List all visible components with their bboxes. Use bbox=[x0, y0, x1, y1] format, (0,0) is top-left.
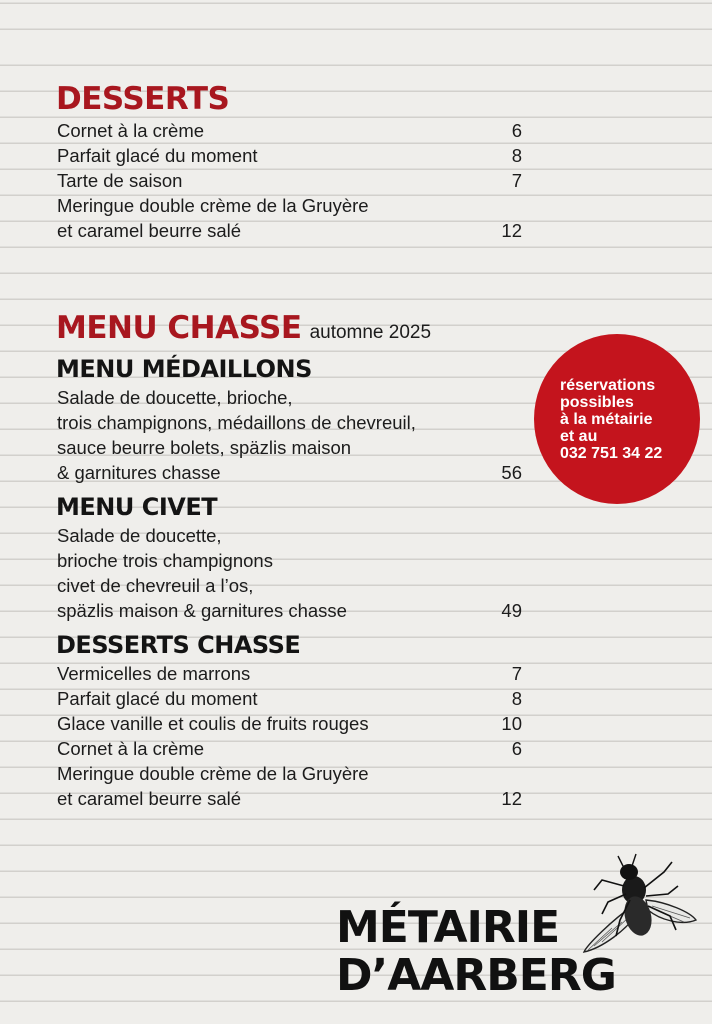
badge-line: et au bbox=[560, 427, 598, 445]
desserts-chasse-list bbox=[57, 661, 527, 811]
price: 6 bbox=[511, 738, 522, 759]
price: 8 bbox=[511, 688, 522, 709]
list-item: späzlis maison & garnitures chasse 49 bbox=[57, 600, 522, 621]
list-item: brioche trois champignons bbox=[57, 550, 273, 571]
price: 12 bbox=[501, 220, 522, 241]
civet-list bbox=[57, 523, 527, 623]
list-item: Cornet à la crème 6 bbox=[57, 738, 522, 759]
logo-line-2: D’AARBERG bbox=[336, 950, 616, 1001]
price: 10 bbox=[501, 713, 522, 734]
price: 56 bbox=[501, 462, 522, 483]
list-item: et caramel beurre salé 12 bbox=[57, 788, 522, 809]
badge-line: possibles bbox=[560, 393, 634, 411]
price: 12 bbox=[501, 788, 522, 809]
logo-line-1: MÉTAIRIE bbox=[336, 902, 560, 953]
price: 49 bbox=[501, 600, 522, 621]
list-item: Meringue double crème de la Gruyère bbox=[57, 195, 369, 216]
desserts-heading: DESSERTS bbox=[56, 81, 230, 117]
list-item: Glace vanille et coulis de fruits rouges 10 bbox=[57, 713, 522, 734]
list-item: Parfait glacé du moment 8 bbox=[57, 145, 522, 166]
medaillons-list bbox=[57, 385, 527, 485]
list-item: & garnitures chasse 56 bbox=[57, 462, 522, 483]
metairie-logo bbox=[336, 904, 616, 1000]
badge-line: à la métairie bbox=[560, 410, 653, 428]
medaillons-heading: MENU MÉDAILLONS bbox=[56, 355, 312, 383]
badge-line: réservations bbox=[560, 376, 656, 394]
list-item: Salade de doucette, brioche, bbox=[57, 387, 293, 408]
price: 7 bbox=[511, 170, 522, 191]
list-item: Tarte de saison 7 bbox=[57, 170, 522, 191]
list-item: civet de chevreuil a l’os, bbox=[57, 575, 254, 596]
menu-chasse-title: MENU CHASSE bbox=[56, 310, 302, 346]
list-item: Meringue double crème de la Gruyère bbox=[57, 763, 369, 784]
menu-chasse-subtitle: automne 2025 bbox=[309, 322, 432, 343]
price: 8 bbox=[511, 145, 522, 166]
civet-heading: MENU CIVET bbox=[56, 493, 218, 521]
list-item: trois champignons, médaillons de chevreuil, bbox=[57, 412, 416, 433]
list-item: Parfait glacé du moment 8 bbox=[57, 688, 522, 709]
list-item: sauce beurre bolets, späzlis maison bbox=[57, 437, 352, 458]
price: 6 bbox=[511, 120, 522, 141]
list-item: Vermicelles de marrons 7 bbox=[57, 663, 522, 684]
badge-phone: 032 751 34 22 bbox=[560, 444, 663, 462]
desserts-chasse-heading: DESSERTS CHASSE bbox=[56, 631, 301, 659]
desserts-list bbox=[57, 118, 527, 243]
list-item: Cornet à la crème 6 bbox=[57, 120, 522, 141]
list-item: Salade de doucette, bbox=[57, 525, 222, 546]
list-item: et caramel beurre salé 12 bbox=[57, 220, 522, 241]
menu-chasse-heading bbox=[56, 310, 431, 351]
reservation-badge bbox=[534, 334, 700, 504]
price: 7 bbox=[511, 663, 522, 684]
